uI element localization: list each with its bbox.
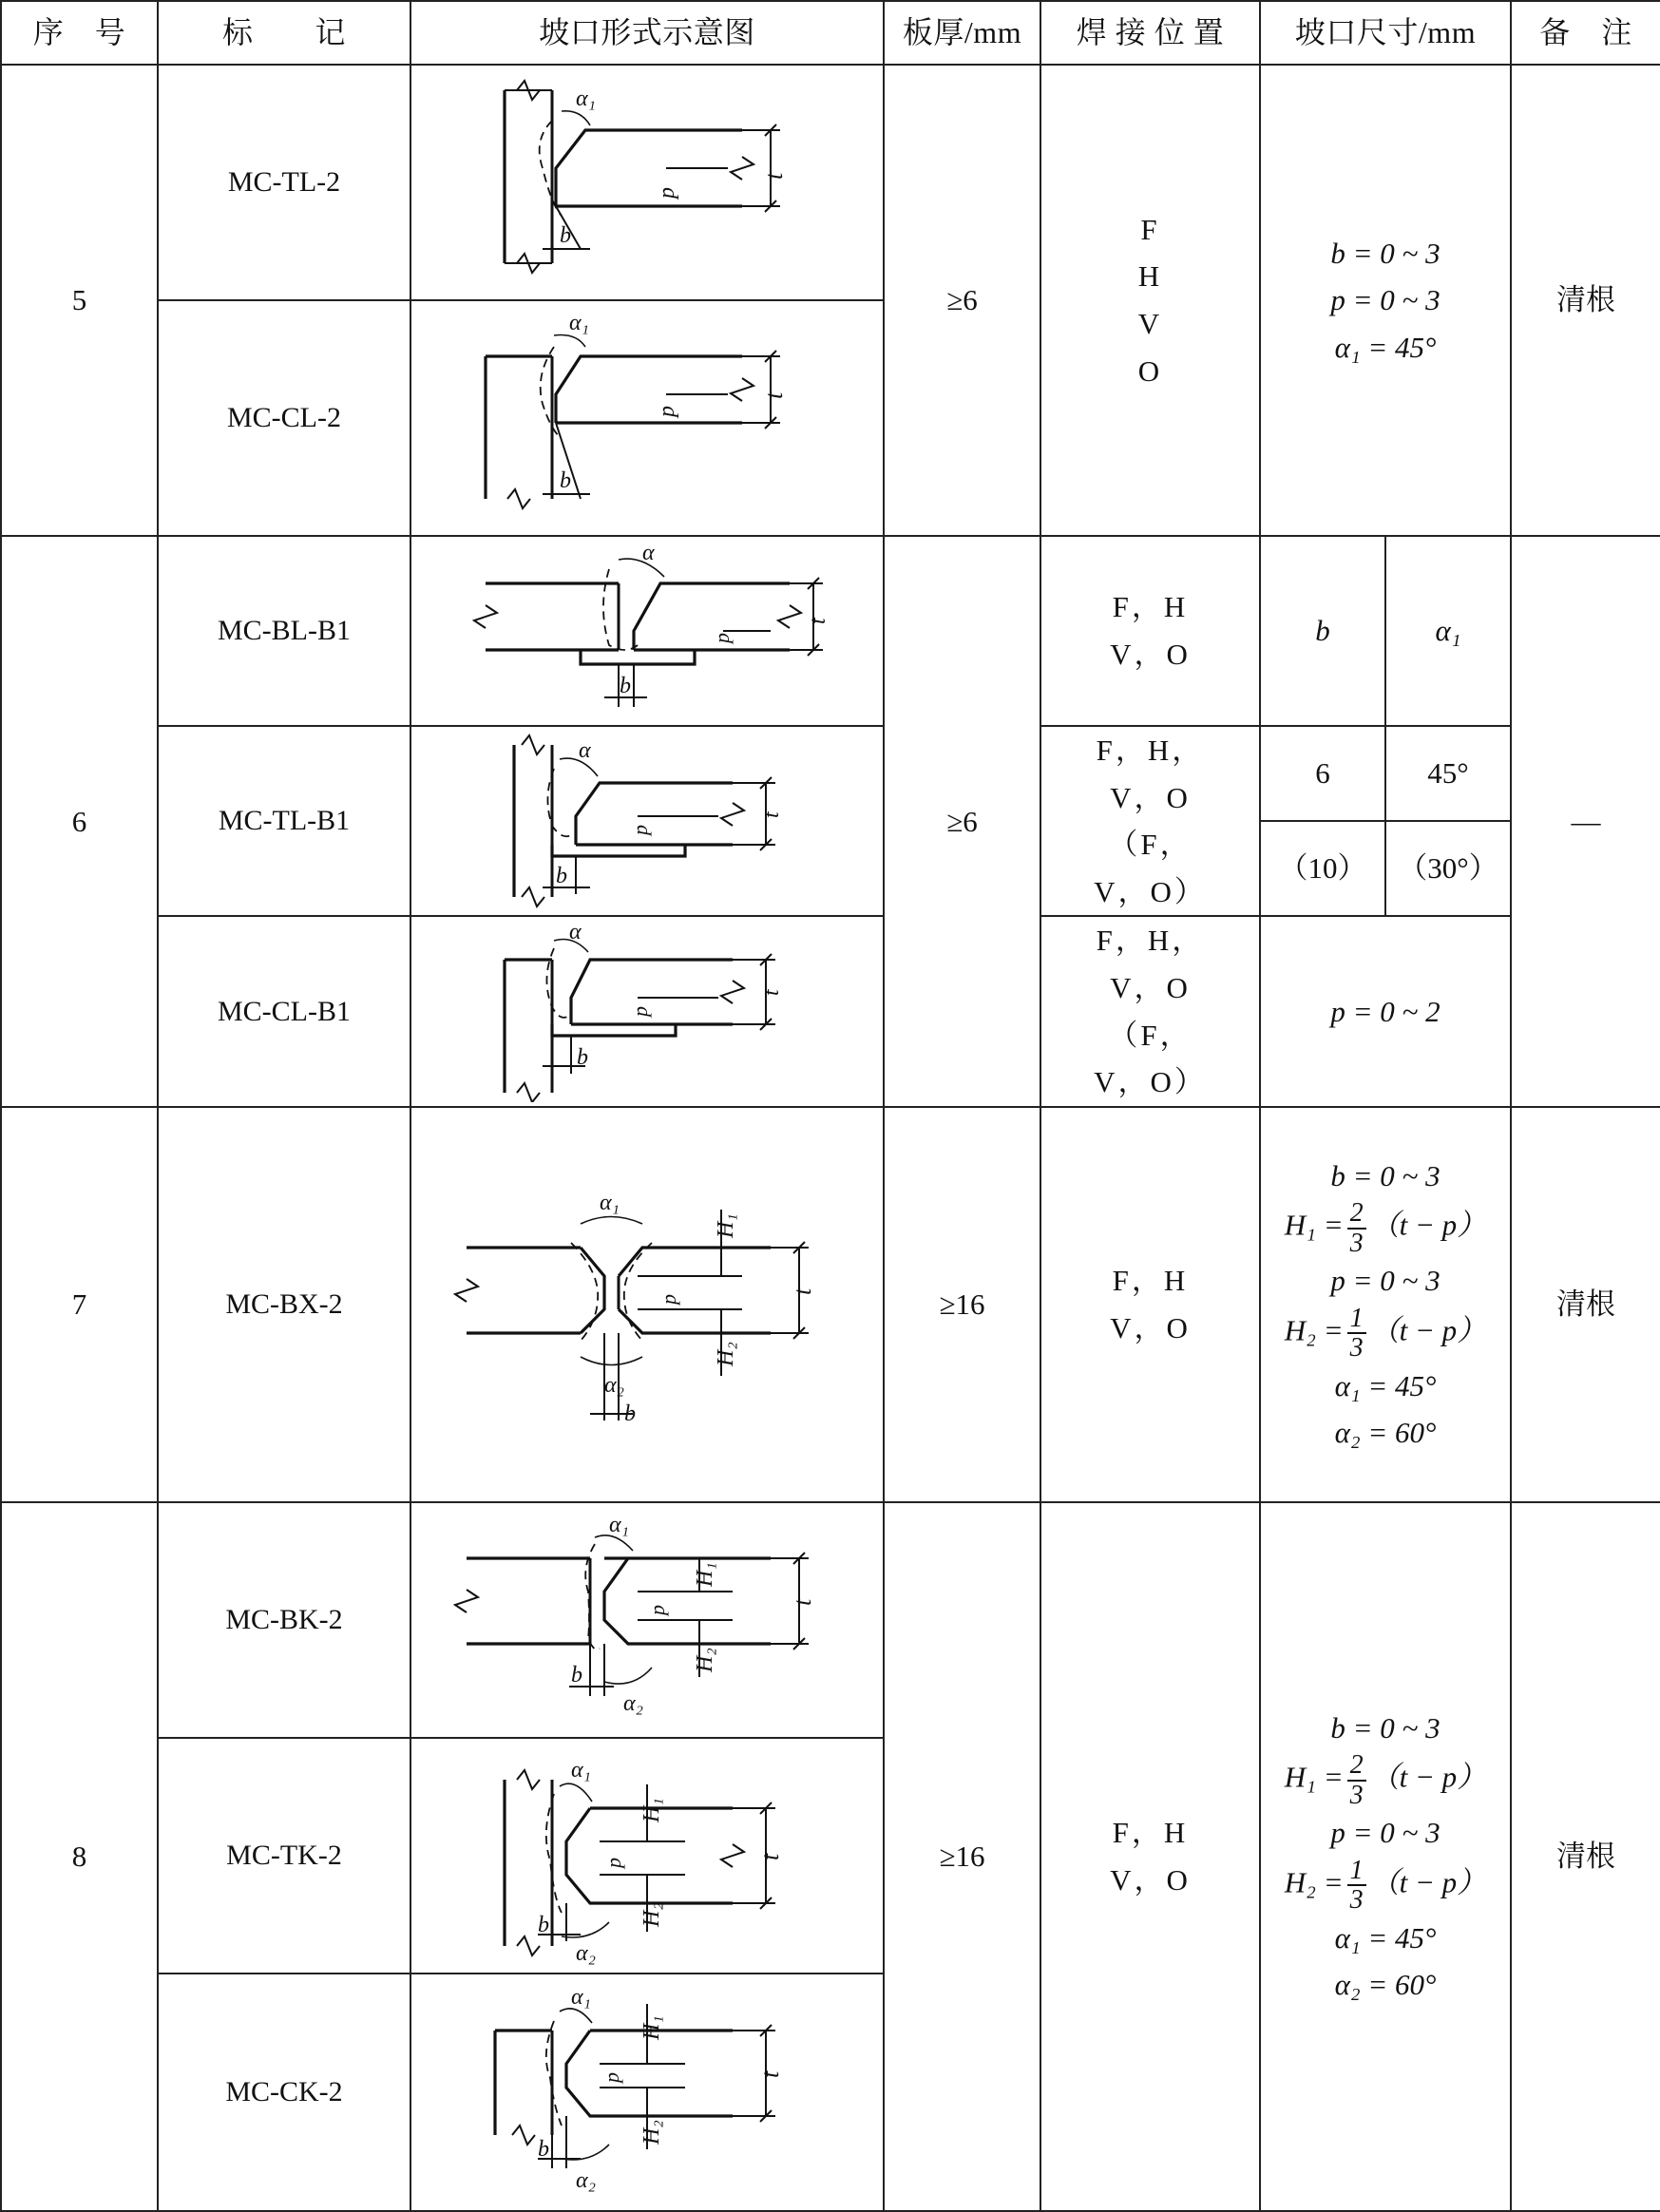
label-h2: H₂ [639,2120,664,2145]
label-alpha2: α₂ [576,1940,596,1965]
dim-line [1261,1857,1510,1915]
weld-profile [540,121,562,216]
label-t: t [759,988,784,996]
dim-h2-rhs: （t − p） [1369,1313,1487,1347]
label-b: b [538,2136,549,2162]
mark-cell: MC-BK-2 [158,1502,410,1738]
label-p: p [657,1293,680,1305]
position-cell [1040,65,1260,536]
dim-line: α₁ = 45° [1334,330,1437,364]
label-b: b [556,864,567,889]
break-mark [474,605,497,628]
angle-arc [581,1216,642,1224]
position-cell [1040,726,1260,916]
mark-cell: MC-CL-2 [158,300,410,536]
label-t: t [760,391,788,399]
label-t: t [756,2070,784,2078]
header-position: 焊 接 位 置 [1040,1,1260,65]
note-cell: — [1511,536,1660,1107]
backing-strip [552,845,685,856]
branch-plate-outline [556,356,742,423]
label-alpha: α [642,541,655,565]
label-h1: H₁ [714,1213,738,1238]
label-alpha: α [569,921,582,944]
label-b: b [560,468,571,493]
position-line: V，O [1110,1310,1191,1344]
label-p: p [655,406,679,417]
label-b: b [620,674,631,698]
dim-value: 45° [1385,726,1511,821]
seq-cell: 5 [1,65,158,536]
thickness-cell: ≥6 [884,65,1040,536]
header-note: 备 注 [1511,1,1660,65]
diagram-cell [410,1107,884,1502]
break-mark [517,1083,540,1102]
dim-h1-lhs: H₁ = [1284,1208,1344,1242]
note-cell: 清根 [1511,1107,1660,1502]
diagram-cell [410,536,884,726]
angle-arc [562,2145,609,2160]
position-line: F [1140,212,1160,246]
position-line: （F， [1108,828,1193,862]
dim-line: α₁ = 45° [1334,1920,1437,1955]
weld-profile [546,1794,562,1913]
note-cell: 清根 [1511,65,1660,536]
diagram-cell [410,916,884,1106]
table-row [1,916,1660,1106]
fraction [1347,1751,1366,1809]
dim-line: b = 0 ~ 3 [1330,1710,1441,1745]
position-cell [1040,536,1260,726]
dim-line [1261,1199,1510,1257]
groove-diagram [448,731,847,911]
break-mark [721,981,744,1003]
label-alpha1: α₁ [600,1190,620,1215]
position-line: V，O [1110,970,1191,1004]
label-t: t [759,811,784,819]
position-line: F，H [1112,1264,1189,1298]
label-h1: H₁ [693,1562,717,1587]
break-mark [522,887,544,906]
dim-line: b = 0 ~ 3 [1330,1158,1441,1192]
fraction-den: 3 [1349,1228,1364,1258]
thickness-cell: ≥6 [884,536,1040,1107]
branch-plate-outline [571,960,733,1024]
groove-diagram [448,309,847,527]
label-h2: H₂ [693,1648,717,1672]
table-row [1,1107,1660,1502]
diagram-cell [410,1502,884,1738]
break-mark [455,1590,478,1612]
angle-arc [560,1783,592,1802]
table-row [1,1502,1660,1738]
dim-line: p = 0 ~ 3 [1330,1264,1441,1298]
groove-diagram [448,73,847,292]
position-line: V，O） [1094,874,1207,908]
fraction [1347,1305,1366,1363]
position-line: F，H [1112,590,1189,624]
dim-extra: p = 0 ~ 2 [1260,916,1511,1106]
angle-arc [619,559,664,577]
dim-line: b = 0 ~ 3 [1330,236,1441,270]
label-alpha1: α₁ [571,1757,591,1783]
mark-cell: MC-TL-B1 [158,726,410,916]
label-t: t [760,172,788,180]
dim-h1-rhs: （t − p） [1369,1760,1487,1794]
seq-cell: 6 [1,536,158,1107]
dim-line: α₂ = 60° [1334,1968,1437,2002]
dim-h1-rhs: （t − p） [1369,1208,1487,1242]
position-cell [1040,1502,1260,2211]
label-h2: H₂ [639,1902,664,1927]
table-row [1,536,1660,726]
break-mark [522,735,544,754]
groove-diagram [448,1511,847,1729]
fraction-num: 1 [1347,1857,1366,1886]
label-h2: H₂ [714,1342,738,1366]
seq-cell: 8 [1,1502,158,2211]
dim-header-alpha1: α₁ [1385,536,1511,726]
position-line: （F， [1108,1018,1193,1052]
groove-diagram [448,1172,847,1438]
label-alpha1: α₁ [569,311,589,335]
dimension-cell [1260,65,1511,536]
mark-cell: MC-TL-2 [158,65,410,300]
weld-profile [585,1544,600,1649]
dimension-cell [1260,1502,1511,2211]
break-mark [721,803,744,826]
fraction-den: 3 [1349,1885,1364,1916]
break-mark [507,489,530,508]
diagram-cell [410,726,884,916]
right-plate-bottom [619,1309,771,1333]
weld-profile [546,2021,562,2126]
table-row [1,65,1660,300]
position-line: V，O [1110,638,1191,671]
position-line: H [1137,259,1163,294]
branch-plate-outline [576,783,733,845]
dim-value: （30°） [1385,821,1511,916]
thickness-cell: ≥16 [884,1107,1040,1502]
note-cell: 清根 [1511,1502,1660,2211]
position-line: O [1137,353,1163,388]
angle-arc [604,1668,652,1684]
dim-h2-lhs: H₂ = [1284,1313,1344,1347]
right-plate-bevel [604,1558,771,1644]
fraction [1347,1199,1366,1257]
position-line: F，H [1112,1816,1189,1850]
position-line: F，H， [1096,734,1205,767]
label-t: t [789,1598,816,1606]
dim-h2-lhs: H₂ = [1284,1865,1344,1899]
label-alpha2: α₂ [604,1372,624,1398]
backing-strip [581,650,695,664]
angle-arc [562,111,590,125]
diagram-cell [410,300,884,536]
dim-line [1261,1305,1510,1363]
groove-diagram [448,1746,847,1965]
dim-value: 6 [1260,726,1385,821]
header-row [1,1,1660,65]
right-plate-top [619,1248,771,1276]
angle-arc [560,2009,592,2023]
mark-cell: MC-CK-2 [158,1974,410,2211]
break-mark [517,1936,540,1955]
fraction-num: 2 [1347,1751,1366,1781]
header-mark: 标 记 [158,1,410,65]
dim-line: α₂ = 60° [1334,1416,1437,1450]
break-mark [778,605,801,628]
label-h1: H₁ [639,1798,664,1822]
label-p: p [628,825,652,836]
groove-diagram [448,541,847,721]
backing-strip [552,1024,676,1036]
label-alpha2: α₂ [623,1690,643,1716]
fraction-num: 2 [1347,1199,1366,1229]
dim-value: （10） [1260,821,1385,916]
dim-line: p = 0 ~ 3 [1330,283,1441,317]
label-b: b [577,1044,588,1070]
fraction-den: 3 [1349,1780,1364,1810]
dim-line: p = 0 ~ 3 [1330,1816,1441,1850]
break-mark [455,1279,478,1302]
label-alpha1: α₁ [571,1984,591,2010]
header-thickness: 板厚/mm [884,1,1040,65]
position-line: V，O） [1094,1065,1207,1099]
label-p: p [601,1857,625,1868]
mark-cell: MC-TK-2 [158,1738,410,1974]
position-line: F，H， [1096,924,1205,958]
position-line: V [1137,307,1163,340]
position-cell [1040,1107,1260,1502]
label-p: p [600,2071,623,2083]
mark-cell: MC-CL-B1 [158,916,410,1106]
table-row [1,726,1660,821]
break-mark [731,157,754,180]
mark-cell: MC-BL-B1 [158,536,410,726]
break-mark [731,378,754,401]
label-b: b [571,1662,582,1688]
position-cell [1040,916,1260,1106]
dim-h1-lhs: H₁ = [1284,1760,1344,1794]
mark-cell: MC-BX-2 [158,1107,410,1502]
label-t: t [756,1853,784,1860]
label-alpha1: α₁ [576,86,596,111]
header-diagram: 坡口形式示意图 [410,1,884,65]
branch-plate-bevel [566,2031,733,2116]
position-line: V，O [1110,1862,1191,1897]
header-seq: 序 号 [1,1,158,65]
diagram-cell [410,1738,884,1974]
label-alpha2: α₂ [576,2167,596,2193]
diagram-cell [410,1974,884,2211]
weld-profile [571,1243,598,1341]
fraction [1347,1857,1366,1915]
groove-diagram [448,1983,847,2202]
dim-line [1261,1751,1510,1809]
header-dimensions: 坡口尺寸/mm [1260,1,1511,65]
position-line: V，O [1110,780,1191,814]
fraction-num: 1 [1347,1305,1366,1334]
angle-arc [595,1535,633,1551]
dim-line: α₁ = 45° [1334,1368,1437,1402]
label-h1: H₁ [639,2015,664,2040]
seq-cell: 7 [1,1107,158,1502]
break-mark [517,1770,540,1789]
label-b: b [538,1912,549,1937]
break-mark [512,2126,535,2145]
dimension-cell [1260,1107,1511,1502]
label-b: b [560,223,571,248]
angle-arc [554,335,585,348]
dim-h2-rhs: （t − p） [1369,1865,1487,1899]
angle-arc [581,1357,642,1365]
diagram-cell [410,65,884,300]
thickness-cell: ≥16 [884,1502,1040,2211]
label-p: p [655,187,679,199]
dim-header-b: b [1260,536,1385,726]
groove-diagram [448,922,847,1102]
fraction-den: 3 [1349,1333,1364,1363]
label-t: t [806,618,830,624]
label-b: b [624,1401,636,1426]
weld-profile [624,1243,652,1341]
label-alpha1: α₁ [609,1512,629,1537]
label-alpha: α [579,738,591,764]
break-mark [721,1844,744,1867]
label-p: p [645,1604,669,1615]
label-p: p [628,1005,652,1017]
label-t: t [789,1287,816,1295]
label-p: p [710,633,734,643]
